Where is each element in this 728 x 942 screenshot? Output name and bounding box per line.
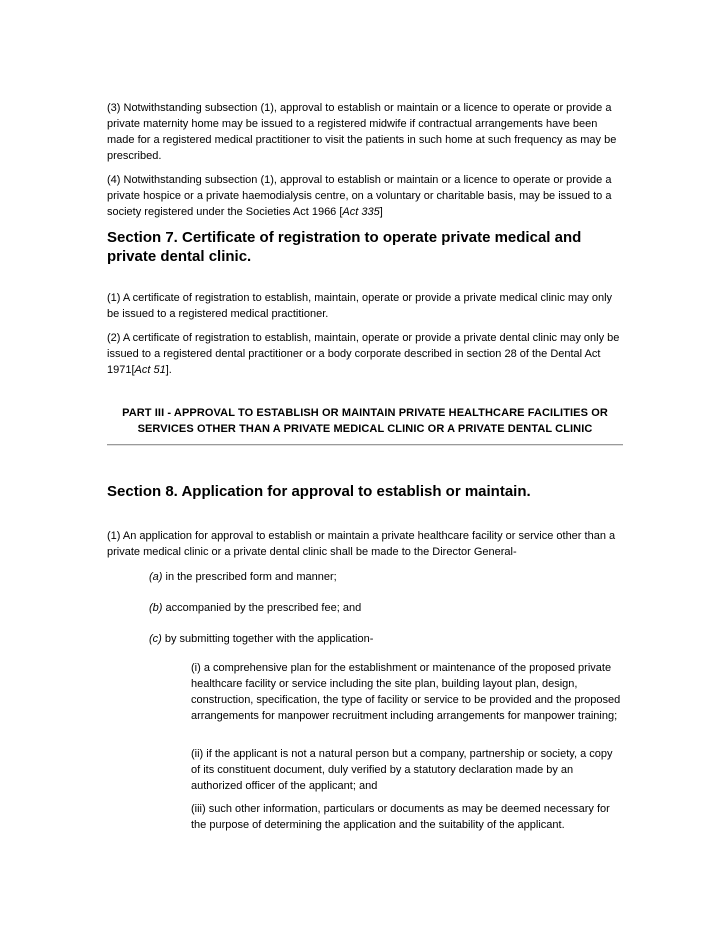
section-7-paragraph-2 — [107, 330, 623, 378]
paragraph-6-4-text: (4) Notwithstanding subsection (1), approval to establish or maintain or a licence to operate or provide a private hospice or a private haemodialysis centre, on a voluntary or charitable basis, may be issued to a society registered under the Societies Act 1966 [ — [107, 174, 612, 218]
part-3-heading: PART III - APPROVAL TO ESTABLISH OR MAINTAIN PRIVATE HEALTHCARE FACILITIES OR SERVICES OTHER THAN A PRIVATE MEDICAL CLINIC OR A PRIVATE DENTAL CLINIC — [122, 407, 608, 435]
sub-item-ii: (ii) if the applicant is not a natural person but a company, partnership or society, a copy of its constituent document, duly verified by a statutory declaration made by an authorized officer of the applicant; and — [191, 748, 613, 792]
list-item-label: (c) — [149, 633, 162, 645]
horizontal-divider — [107, 444, 623, 446]
list-item-text: in the prescribed form and manner; — [162, 571, 337, 583]
section-7-heading: Section 7. Certificate of registration to operate private medical and private dental clinic. — [107, 229, 582, 265]
list-item-a — [149, 569, 623, 585]
paragraph-6-4-end: ] — [379, 206, 383, 218]
section-8-heading: Section 8. Application for approval to establish or maintain. — [107, 483, 531, 500]
section-8-paragraph-1: (1) An application for approval to establish or maintain a private healthcare facility or service other than a private medical clinic or a private dental clinic shall be made to the Director General- — [107, 530, 616, 558]
section-7-paragraph-2-text: (2) A certificate of registration to establish, maintain, operate or provide a private dental clinic may only be issued to a registered dental practitioner or a body corporate described in section 28 of the Dental Act 1971[ — [107, 332, 620, 376]
list-item-text: by submitting together with the application- — [161, 633, 374, 645]
list-item-c — [149, 631, 623, 647]
section-7-paragraph-2-end: ]. — [165, 364, 172, 376]
list-item-label: (a) — [149, 571, 163, 583]
list-item-text: accompanied by the prescribed fee; and — [162, 602, 362, 614]
list-item-label: (b) — [149, 602, 163, 614]
list-item-b — [149, 600, 623, 616]
section-7-paragraph-1: (1) A certificate of registration to establish, maintain, operate or provide a private medical clinic may only be issued to a registered medical practitioner. — [107, 292, 613, 320]
act-reference-51: Act 51 — [134, 364, 166, 376]
paragraph-6-4 — [107, 172, 623, 220]
paragraph-6-3: (3) Notwithstanding subsection (1), approval to establish or maintain or a licence to operate or provide a private maternity home may be issued to a registered midwife if contractual arrangements have been made for a registered medical practitioner to visit the patients in such home at such frequency as may be prescribed. — [107, 102, 617, 162]
act-reference-335: Act 335 — [342, 206, 380, 218]
sub-item-i: (i) a comprehensive plan for the establishment or maintenance of the proposed private healthcare facility or service including the site plan, building layout plan, design, construction, specification, the type of facility or service to be provided and the proposed arrangements for manpower recruitment including arrangements for manpower training; — [191, 662, 621, 722]
sub-item-iii: (iii) such other information, particulars or documents as may be deemed necessary for the purpose of determining the application and the suitability of the applicant. — [191, 803, 610, 831]
